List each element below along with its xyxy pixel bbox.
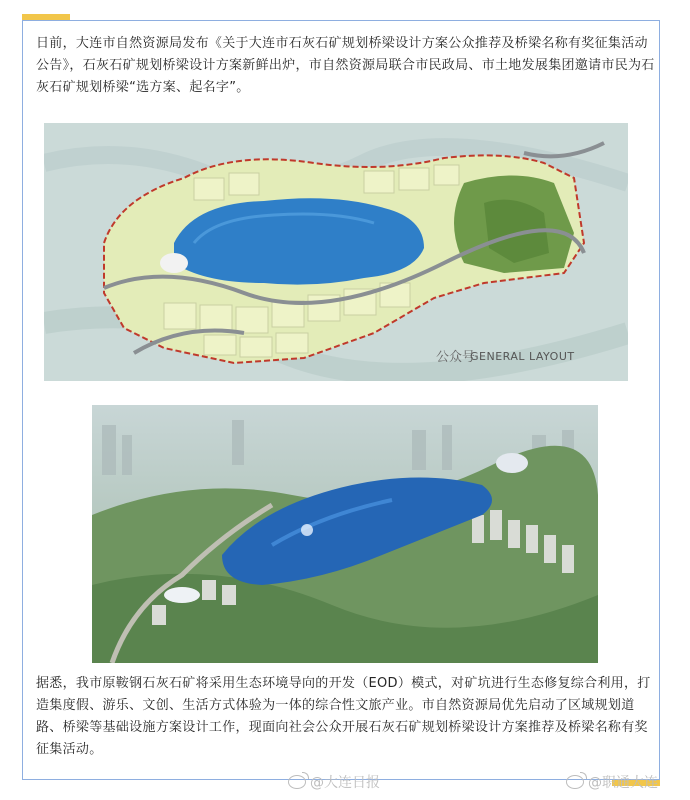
body-paragraph: 据悉，我市原鞍钢石灰石矿将采用生态环境导向的开发（EOD）模式，对矿坑进行生态修复综合利用，打造集度假、游乐、文创、生活方式体验为一体的综合性文旅产业。市自然资源局优先启动了区域规划道路、桥梁等基础设施方案设计工作，现面向社会公众开展石灰石矿规划桥梁设计方案推荐及桥梁名称有奖征集活动。 xyxy=(36,676,651,757)
plan-caption: GENERAL LAYOUT xyxy=(470,350,575,363)
weibo-icon xyxy=(566,775,584,789)
wechat-logo: 公众号 xyxy=(436,350,476,365)
watermark-text: @大连日报 xyxy=(310,775,380,791)
watermark-dalian-daily xyxy=(288,772,380,792)
weibo-icon xyxy=(288,775,306,789)
intro-paragraph: 日前，大连市自然资源局发布《关于大连市石灰石矿规划桥梁设计方案公众推荐及桥梁名称有奖征集活动公告》，石灰石矿规划桥梁设计方案新鲜出炉，市自然资源局联合市民政局、市土地发展集团邀请市民为石灰石矿规划桥梁“选方案、起名字”。 xyxy=(36,36,655,95)
watermark-text: @职通大连 xyxy=(588,775,658,791)
watermark-zhitong-dalian xyxy=(566,772,658,792)
master-plan-image xyxy=(44,123,628,381)
aerial-render-image xyxy=(92,405,598,663)
